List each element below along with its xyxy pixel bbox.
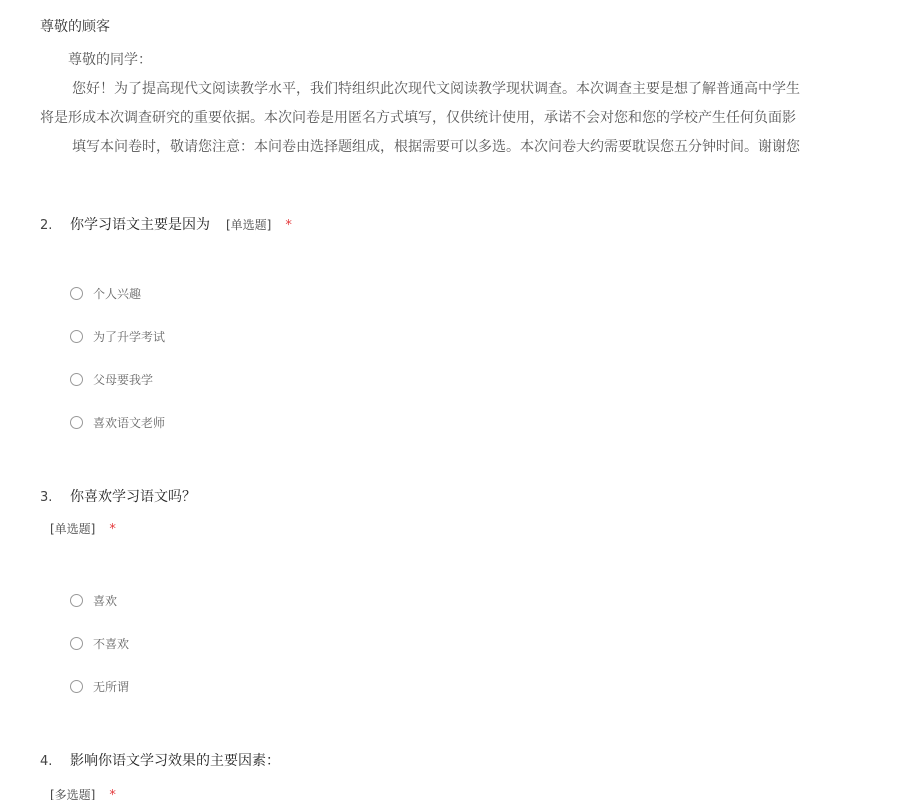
radio-button[interactable] <box>70 594 83 607</box>
question-title: 你喜欢学习语文吗？ <box>70 489 196 505</box>
required-marker: * <box>285 218 292 233</box>
greeting-title: 尊敬的顾客 <box>40 19 110 35</box>
option-q2-3[interactable]: 父母要我学 <box>70 369 165 389</box>
option-q3-3[interactable]: 无所谓 <box>70 676 129 696</box>
radio-button[interactable] <box>70 680 83 693</box>
radio-button[interactable] <box>70 373 83 386</box>
required-marker: * <box>109 522 116 537</box>
option-q3-1[interactable]: 喜欢 <box>70 590 129 610</box>
option-q2-2[interactable]: 为了升学考试 <box>70 326 165 346</box>
question-3 <box>40 486 196 537</box>
question-4 <box>40 750 280 800</box>
intro-line: 将是形成本次调查研究的重要依据。本次问卷是用匿名方式填写，仅供统计使用，承诺不会对您和您的学校产生任何负面影 <box>40 110 796 126</box>
question-title: 你学习语文主要是因为 <box>70 217 210 233</box>
option-q2-1[interactable]: 个人兴趣 <box>70 283 165 303</box>
required-marker: * <box>109 788 116 800</box>
intro-line: 您好！为了提高现代文阅读教学水平，我们特组织此次现代文阅读教学现状调查。本次调查主要是想了解普通高中学生 <box>72 81 800 97</box>
question-type-badge: [单选题] <box>226 218 272 232</box>
intro-salutation: 尊敬的同学： <box>68 52 152 68</box>
question-2-options <box>70 283 165 455</box>
intro-text <box>0 50 900 166</box>
radio-button[interactable] <box>70 330 83 343</box>
question-number: 4. <box>40 754 53 769</box>
question-type-badge: [多选题] <box>50 788 96 800</box>
question-number: 3. <box>40 490 53 505</box>
question-title: 影响你语文学习效果的主要因素： <box>70 753 280 769</box>
intro-line: 填写本问卷时，敬请您注意：本问卷由选择题组成，根据需要可以多选。本次问卷大约需要耽误您五分钟时间。谢谢您 <box>72 139 800 155</box>
question-3-options <box>70 590 129 719</box>
radio-button[interactable] <box>70 416 83 429</box>
question-type-badge: [单选题] <box>50 522 96 536</box>
question-number: 2. <box>40 218 53 233</box>
question-2 <box>40 214 292 234</box>
radio-button[interactable] <box>70 287 83 300</box>
option-q2-4[interactable]: 喜欢语文老师 <box>70 412 165 432</box>
radio-button[interactable] <box>70 637 83 650</box>
option-q3-2[interactable]: 不喜欢 <box>70 633 129 653</box>
